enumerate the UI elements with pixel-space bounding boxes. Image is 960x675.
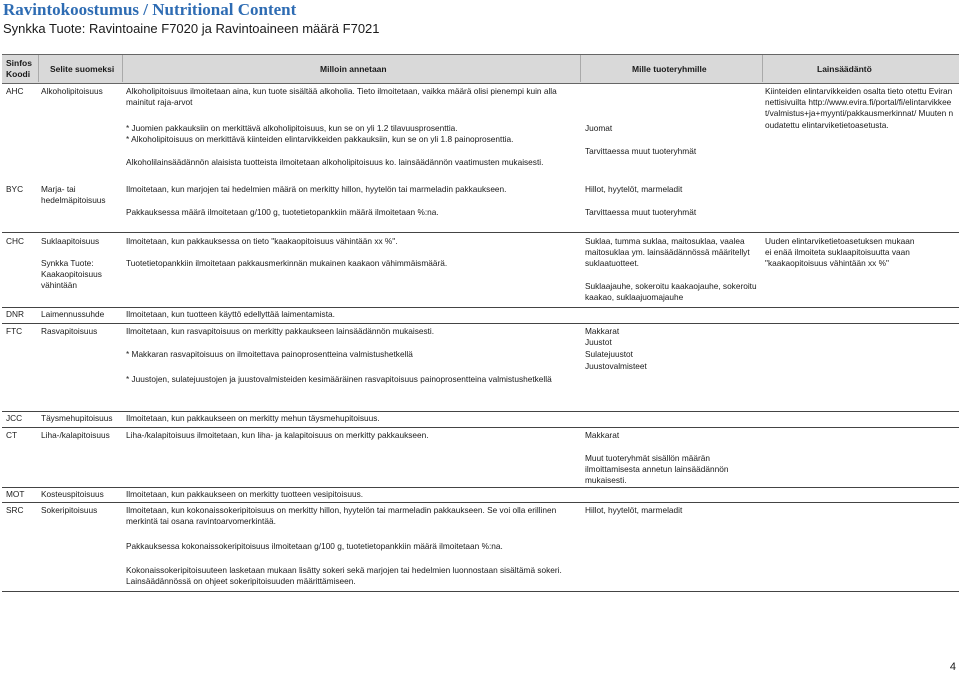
row-ftc-group-3: Sulatejuustot <box>585 349 633 359</box>
row-ftc-group-4: Juustovalmisteet <box>585 361 647 371</box>
row-ahc-when-3: * Alkoholipitoisuus on merkittävä kiinteiden elintarvikkeiden pakkauksiin, kun se on yli 1.8 painoprosenttia. <box>126 134 514 144</box>
row-divider <box>2 307 959 308</box>
row-divider <box>2 502 959 503</box>
row-chc-group-2: Suklaajauhe, sokeroitu kaakaojauhe, sokeroitu kaakao, suklaajuomajauhe <box>585 281 757 303</box>
header-code: Sinfos Koodi <box>6 58 32 79</box>
row-ct-description: Liha-/kalapitoisuus <box>41 430 110 440</box>
row-jcc-when: Ilmoitetaan, kun pakkaukseen on merkitty mehun täysmehupitoisuus. <box>126 413 380 423</box>
row-dnr-description: Laimennussuhde <box>41 309 105 319</box>
header-groups: Mille tuoteryhmille <box>632 64 707 74</box>
row-ahc-description: Alkoholipitoisuus <box>41 86 103 96</box>
row-ahc-when-4: Alkoholilainsäädännön alaisista tuotteista ilmoitetaan alkoholipitoisuus ko. lainsäädännön vaatimusten mukaisesti. <box>126 157 544 167</box>
row-divider <box>2 411 959 412</box>
row-ahc-when-1: Alkoholipitoisuus ilmoitetaan aina, kun tuote sisältää alkoholia. Tieto ilmoitetaan, vaikka määrä olisi pienempi kuin alla mainitut raja-arvot <box>126 86 557 108</box>
row-chc-code: CHC <box>6 236 24 246</box>
column-divider <box>580 55 581 82</box>
row-ahc-group-1: Juomat <box>585 123 613 133</box>
row-src-group-1: Hillot, hyytelöt, marmeladit <box>585 505 683 515</box>
row-divider <box>2 232 959 233</box>
row-ftc-group-1: Makkarat <box>585 326 620 336</box>
row-byc-when-2: Pakkauksessa määrä ilmoitetaan g/100 g, tuotetietopankkiin määrä ilmoitetaan %:na. <box>126 207 439 217</box>
header-when: Milloin annetaan <box>320 64 387 74</box>
row-ct-code: CT <box>6 430 18 440</box>
row-mot-description: Kosteuspitoisuus <box>41 489 104 499</box>
table-header <box>2 54 959 84</box>
row-src-code: SRC <box>6 505 24 515</box>
row-ftc-when-2: * Makkaran rasvapitoisuus on ilmoitettava painoprosentteina valmistushetkellä <box>126 349 413 359</box>
column-divider <box>122 55 123 82</box>
row-byc-when-1: Ilmoitetaan, kun marjojen tai hedelmien määrä on merkitty hillon, hyytelön tai marmeladin pakkaukseen. <box>126 184 507 194</box>
row-byc-code: BYC <box>6 184 24 194</box>
row-src-when-2: Pakkauksessa kokonaissokeripitoisuus ilmoitetaan g/100 g, tuotetietopankkiin määrä ilmoitetaan %:na. <box>126 541 503 551</box>
row-dnr-when: Ilmoitetaan, kun tuotteen käyttö edellyttää laimentamista. <box>126 309 335 319</box>
row-byc-group-1: Hillot, hyytelöt, marmeladit <box>585 184 683 194</box>
row-chc-group-1: Suklaa, tumma suklaa, maitosuklaa, vaalea maitosuklaa ym. lainsäädännössä määritellyt suklaatuotteet. <box>585 236 750 269</box>
row-chc-description-synkka: Synkka Tuote: Kaakaopitoisuus vähintään <box>41 258 102 291</box>
row-divider <box>2 427 959 428</box>
page-title: Ravintokoostumus / Nutritional Content <box>3 0 297 19</box>
row-ct-when: Liha-/kalapitoisuus ilmoitetaan, kun liha- ja kalapitoisuus on merkitty pakkaukseen. <box>126 430 429 440</box>
row-ftc-code: FTC <box>6 326 23 336</box>
row-byc-description: Marja- tai hedelmäpitoisuus <box>41 184 106 206</box>
row-chc-description: Suklaapitoisuus <box>41 236 100 246</box>
row-chc-law: Uuden elintarviketietoasetuksen mukaan ei enää ilmoiteta suklaapitoisuutta vaan "kaakaopitoisuus vähintään xx %" <box>765 236 915 269</box>
row-ct-group-1: Makkarat <box>585 430 620 440</box>
row-ftc-when-1: Ilmoitetaan, kun rasvapitoisuus on merkitty pakkaukseen lainsäädännön mukaisesti. <box>126 326 435 336</box>
row-ftc-description: Rasvapitoisuus <box>41 326 98 336</box>
row-chc-when-2: Tuotetietopankkiin ilmoitetaan pakkausmerkinnän mukainen kaakaon vähimmäismäärä. <box>126 258 448 268</box>
row-ftc-group-2: Juustot <box>585 337 612 347</box>
column-divider <box>762 55 763 82</box>
row-chc-when-1: Ilmoitetaan, kun pakkauksessa on tieto "kaakaopitoisuus vähintään xx %". <box>126 236 398 246</box>
row-ahc-when-2: * Juomien pakkauksiin on merkittävä alkoholipitoisuus, kun se on yli 1.2 tilavuusprosenttia. <box>126 123 458 133</box>
row-jcc-description: Täysmehupitoisuus <box>41 413 113 423</box>
row-mot-when: Ilmoitetaan, kun pakkaukseen on merkitty tuotteen vesipitoisuus. <box>126 489 364 499</box>
table-bottom-border <box>2 591 959 592</box>
row-divider <box>2 323 959 324</box>
header-description: Selite suomeksi <box>50 64 115 74</box>
row-ahc-code: AHC <box>6 86 24 96</box>
page-subtitle: Synkka Tuote: Ravintoaine F7020 ja Ravintoaineen määrä F7021 <box>3 21 380 36</box>
row-jcc-code: JCC <box>6 413 23 423</box>
row-dnr-code: DNR <box>6 309 24 319</box>
row-src-when-1: Ilmoitetaan, kun kokonaissokeripitoisuus on merkitty hillon, hyytelön tai marmeladin pakkaukseen. Se voi olla erillinen merkintä tai osana ravintoarvomerkintää. <box>126 505 557 527</box>
column-divider <box>38 55 39 82</box>
row-byc-group-2: Tarvittaessa muut tuoteryhmät <box>585 207 697 217</box>
row-ahc-law: Kiinteiden elintarvikkeiden osalta tieto otettu Eviran nettisivuilta http://www.evira.fi/portal/fi/elintarvikkeet/valmistus+ja+myynti/pakkausmerkinnat/ Muuten noudatettu elintarviketietoasetusta. <box>765 86 954 130</box>
row-ahc-group-2: Tarvittaessa muut tuoteryhmät <box>585 146 697 156</box>
row-mot-code: MOT <box>6 489 25 499</box>
row-src-when-3: Kokonaissokeripitoisuuteen lasketaan mukaan lisätty sokeri sekä marjojen tai hedelmien luonnostaan sisältämä sokeri. Lainsäädännössä on ohjeet sokeripitoisuuden määrittämiseen. <box>126 565 562 587</box>
page-number: 4 <box>949 661 956 673</box>
row-src-description: Sokeripitoisuus <box>41 505 98 515</box>
row-ftc-when-3: * Juustojen, sulatejuustojen ja juustovalmisteiden kesimääräinen rasvapitoisuus painoprosentteina valmistushetkellä <box>126 374 552 384</box>
header-law: Lainsäädäntö <box>817 64 872 74</box>
row-divider <box>2 487 959 488</box>
row-ct-group-2: Muut tuoteryhmät sisällön määrän ilmoittamisesta annetun lainsäädännön mukaisesti. <box>585 453 729 486</box>
